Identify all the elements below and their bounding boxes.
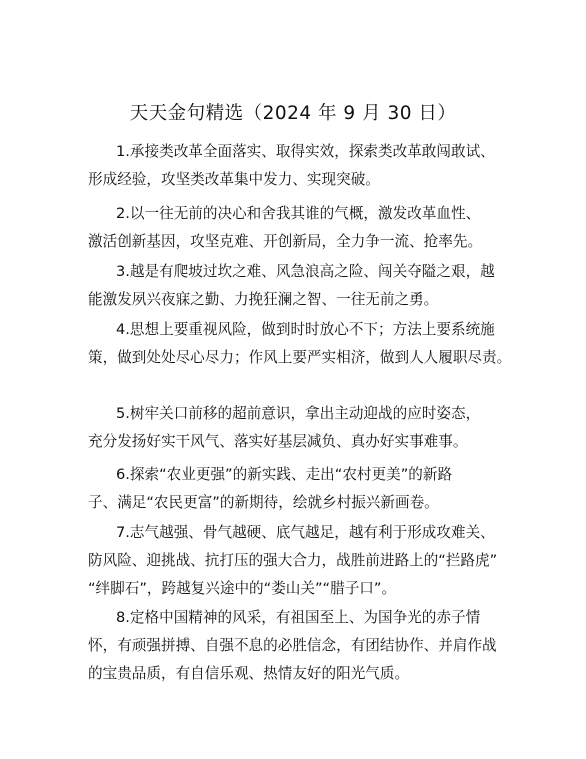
paragraph-line: 8.定格中国精神的风采，有祖国至上、为国争光的赤子情 <box>116 609 481 626</box>
paragraph-line: 5.树牢关口前移的超前意识，拿出主动迎战的应时姿态， <box>116 405 481 422</box>
paragraph-line: 形成经验，攻坚类改革集中发力、实现突破。 <box>88 171 380 188</box>
paragraph-2 <box>88 200 520 256</box>
paragraph-1 <box>88 138 520 194</box>
paragraph-line: 防风险、迎挑战、抗打压的强大合力，战胜前进路上的“拦路虎” <box>88 552 498 569</box>
document-title: 天天金句精选（2024 年 9 月 30 日） <box>129 103 457 124</box>
paragraph-6 <box>88 461 520 517</box>
paragraph-line: 子、满足“农民更富”的新期待，绘就乡村振兴新画卷。 <box>88 494 439 511</box>
paragraph-line: 6.探索“农业更强”的新实践、走出“农村更美”的新路 <box>116 466 453 483</box>
paragraph-8 <box>88 604 520 688</box>
paragraph-4 <box>88 316 520 372</box>
paragraph-line: 4.思想上要重视风险，做到时时放心不下；方法上要系统施 <box>116 321 495 338</box>
paragraph-line: 激活创新基因，攻坚克难、开创新局，全力争一流、抢率先。 <box>88 233 483 250</box>
paragraph-line: 的宝贵品质，有自信乐观、热情友好的阳光气质。 <box>88 665 410 682</box>
paragraph-3 <box>88 258 520 314</box>
paragraph-line: 充分发扬好实干风气、落实好基层减负、真办好实事难事。 <box>88 433 468 450</box>
paragraph-line: 策，做到处处尽心尽力；作风上要严实相济，做到人人履职尽责。 <box>88 349 512 366</box>
paragraph-5 <box>88 400 520 456</box>
paragraph-line: 3.越是有爬坡过坎之难、风急浪高之险、闯关夺隘之艰，越 <box>116 263 495 280</box>
paragraph-line: 1.承接类改革全面落实、取得实效，探索类改革敢闯敢试、 <box>116 143 495 160</box>
paragraph-line: 7.志气越强、骨气越硬、底气越足，越有利于形成攻难关、 <box>116 524 495 541</box>
paragraph-7 <box>88 519 520 603</box>
paragraph-line: “绊脚石”，跨越复兴途中的“娄山关”“腊子口”。 <box>88 580 397 597</box>
paragraph-line: 能激发夙兴夜寐之勤、力挽狂澜之智、一往无前之勇。 <box>88 291 439 308</box>
paragraph-line: 怀，有顽强拼搏、自强不息的必胜信念，有团结协作、并肩作战 <box>88 637 497 654</box>
paragraph-line: 2.以一往无前的决心和舍我其谁的气概，激发改革血性、 <box>116 205 481 222</box>
